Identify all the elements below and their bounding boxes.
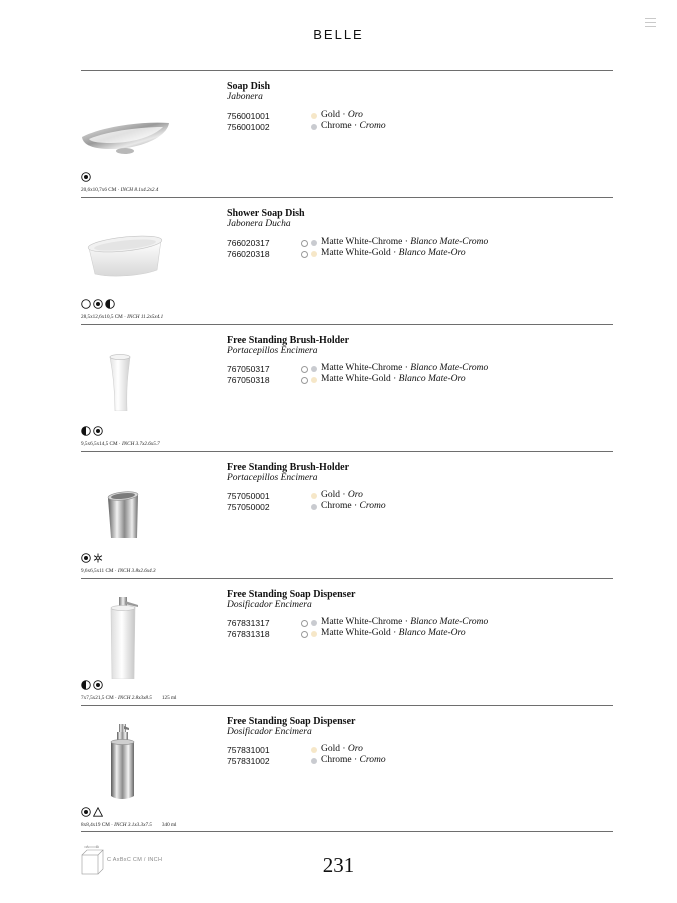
circle-icon: [81, 299, 91, 309]
care-icons: [81, 553, 103, 563]
care-icons: [81, 172, 91, 182]
product-subtitle: Portacepillos Encimera: [227, 346, 318, 356]
care-icons: [81, 680, 103, 690]
finish-label: Chrome · Cromo: [321, 755, 386, 765]
product-image-soap-dispenser-chrome: [81, 724, 173, 804]
finish-swatches: [299, 124, 319, 130]
snowflake-icon: [93, 553, 103, 563]
half-circle-icon: [105, 299, 115, 309]
variant-row: [227, 629, 607, 640]
finish-swatches: [299, 620, 319, 626]
variant-row: [227, 122, 607, 133]
finish-label: Chrome · Cromo: [321, 121, 386, 131]
product-code[interactable]: 756001002: [227, 122, 270, 132]
variant-row: [227, 249, 607, 260]
half-circle-icon: [81, 426, 91, 436]
product-code[interactable]: 757050002: [227, 502, 270, 512]
product-brush-holder-chrome: [81, 452, 613, 578]
variant-row: [227, 491, 607, 502]
menu-icon[interactable]: [645, 18, 656, 28]
variant-row: [227, 745, 607, 756]
product-subtitle: Portacepillos Encimera: [227, 473, 318, 483]
product-code[interactable]: 766020317: [227, 238, 270, 248]
finish-label: Matte White-Gold · Blanco Mate-Oro: [321, 628, 466, 638]
care-icons: [81, 426, 103, 436]
finish-swatches: [299, 747, 319, 753]
care-icons: [81, 807, 103, 817]
product-title: Shower Soap Dish: [227, 208, 305, 219]
dimensions: 9,6x6,5x11 CM · INCH 3.8x2.6x4.3: [81, 568, 156, 574]
product-title: Free Standing Brush-Holder: [227, 335, 350, 346]
target-circle-icon: [93, 426, 103, 436]
triangle-icon: [93, 807, 103, 817]
finish-swatches: [299, 113, 319, 119]
product-code[interactable]: 767050317: [227, 364, 270, 374]
finish-label: Matte White-Gold · Blanco Mate-Oro: [321, 248, 466, 258]
product-code[interactable]: 757831002: [227, 756, 270, 766]
dimensions: 9,5x6,5x14,5 CM · INCH 3.7x2.6x5.7: [81, 441, 160, 447]
product-subtitle: Dosificador Encimera: [227, 727, 312, 737]
target-circle-icon: [81, 553, 91, 563]
dimensions: 20,6x10,7x6 CM · INCH 8.1x4.2x2.4: [81, 187, 159, 193]
product-soap-dispenser-white: [81, 579, 613, 705]
divider: [81, 831, 613, 832]
finish-label: Gold · Oro: [321, 110, 363, 120]
dimensions: 8x8,4x19 CM · INCH 3.1x3.3x7.5 340 ml: [81, 822, 177, 828]
legend-letter-a: A: [86, 844, 89, 849]
product-code[interactable]: 757050001: [227, 491, 270, 501]
finish-swatches: [299, 251, 319, 257]
product-image-brush-holder-chrome: [81, 466, 173, 538]
product-code[interactable]: 767050318: [227, 375, 270, 385]
product-brush-holder-white: [81, 325, 613, 451]
product-code[interactable]: 767831318: [227, 629, 270, 639]
finish-label: Matte White-Gold · Blanco Mate-Oro: [321, 374, 466, 384]
half-circle-icon: [81, 680, 91, 690]
page-number: 231: [322, 853, 355, 877]
product-image-brush-holder-white: [81, 339, 173, 411]
finish-swatches: [299, 758, 319, 764]
finish-swatches: [299, 377, 319, 383]
product-soap-dish: [81, 71, 613, 197]
product-title: Free Standing Soap Dispenser: [227, 589, 356, 600]
finish-label: Matte White-Chrome · Blanco Mate-Cromo: [321, 237, 489, 247]
product-code[interactable]: 767831317: [227, 618, 270, 628]
product-image-soap-dish: [81, 85, 173, 157]
variant-row: [227, 756, 607, 767]
product-soap-dispenser-chrome: [81, 706, 613, 832]
finish-label: Matte White-Chrome · Blanco Mate-Cromo: [321, 617, 489, 627]
finish-label: Matte White-Chrome · Blanco Mate-Cromo: [321, 363, 489, 373]
product-code[interactable]: 756001001: [227, 111, 270, 121]
variant-row: [227, 502, 607, 513]
product-subtitle: Dosificador Encimera: [227, 600, 312, 610]
product-subtitle: Jabonera Ducha: [227, 219, 291, 229]
product-title: Free Standing Brush-Holder: [227, 462, 350, 473]
target-circle-icon: [81, 807, 91, 817]
product-shower-soap-dish: [81, 198, 613, 324]
variant-row: [227, 111, 607, 122]
product-image-soap-dispenser-white: [81, 593, 173, 679]
finish-swatches: [299, 504, 319, 510]
finish-swatches: [299, 240, 319, 246]
finish-swatches: [299, 366, 319, 372]
dimensions: 28,5x12,6x10,5 CM · INCH 11.2x5x4.1: [81, 314, 164, 320]
finish-label: Gold · Oro: [321, 744, 363, 754]
finish-label: Gold · Oro: [321, 490, 363, 500]
finish-label: Chrome · Cromo: [321, 501, 386, 511]
dimension-legend-text: C AxBxC CM / INCH: [107, 857, 163, 863]
target-circle-icon: [81, 172, 91, 182]
product-code[interactable]: 766020318: [227, 249, 270, 259]
dimensions: 7x7,5x21,5 CM · INCH 2.8x3x8.5 125 ml: [81, 695, 177, 701]
product-title: Free Standing Soap Dispenser: [227, 716, 356, 727]
care-icons: [81, 299, 115, 309]
product-image-shower-soap-dish: [81, 212, 173, 284]
finish-swatches: [299, 631, 319, 637]
target-circle-icon: [93, 299, 103, 309]
product-code[interactable]: 757831001: [227, 745, 270, 755]
brand-title: BELLE: [313, 27, 364, 42]
finish-swatches: [299, 493, 319, 499]
variant-row: [227, 375, 607, 386]
legend-letter-b: B: [96, 844, 99, 849]
product-subtitle: Jabonera: [227, 92, 263, 102]
target-circle-icon: [93, 680, 103, 690]
product-title: Soap Dish: [227, 81, 271, 92]
